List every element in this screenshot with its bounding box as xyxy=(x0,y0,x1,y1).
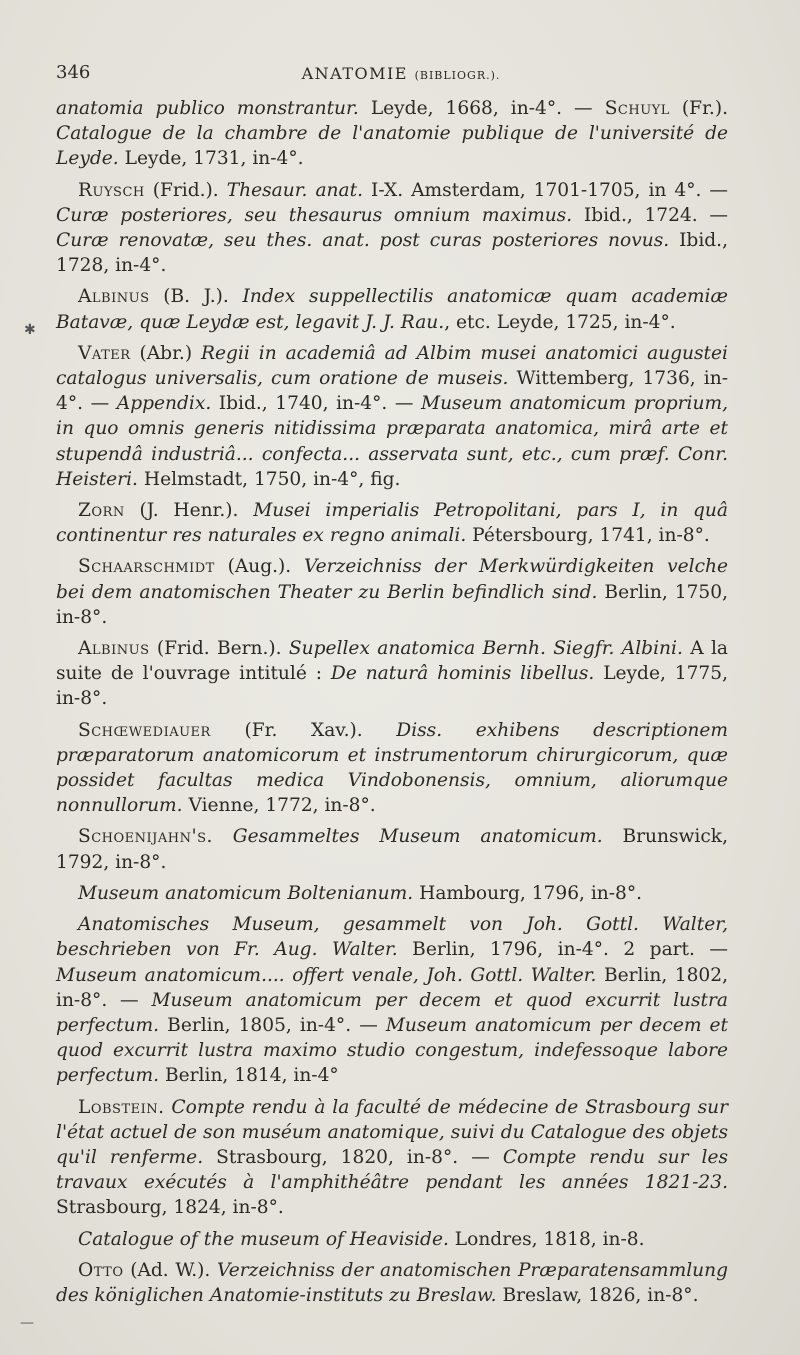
work-title: Catalogue de la chambre de l'anatomie publique de l'université de Leyde. xyxy=(56,123,728,170)
work-title: Compte rendu à la faculté de médecine de Strasbourg sur l'état actuel de son muséum anatomique, suivi du Catalogue des objets qu'il renferme. xyxy=(56,1096,728,1168)
publication-info: (Aug.). xyxy=(214,556,304,578)
publication-info: (B. J.). xyxy=(149,286,243,308)
page-number: 346 xyxy=(56,62,91,83)
publication-info: (Fr.). xyxy=(669,98,728,119)
publication-info: Ibid., 1740, in-4°. — xyxy=(211,393,422,415)
bibliography-entry xyxy=(56,178,728,279)
publication-info: (Frid. Bern.). xyxy=(149,638,289,660)
work-title: anatomia publico monstrantur. xyxy=(56,98,359,119)
work-title: Verzeichniss der anatomischen Præparatensammlung des königlichen Anatomie-instituts zu Breslaw. xyxy=(56,1259,728,1306)
running-title xyxy=(56,64,746,83)
bibliography-entry xyxy=(56,554,728,630)
publication-info: Berlin, 1802, in-8°. — xyxy=(56,964,728,1011)
author-name: Otto xyxy=(78,1259,124,1281)
work-title: Catalogue of the museum of Heaviside. xyxy=(78,1228,449,1250)
work-title: Gesammeltes Museum anatomicum. xyxy=(232,826,603,848)
publication-info: (Frid.). xyxy=(144,179,227,201)
running-title-main: ANATOMIE xyxy=(301,64,408,83)
author-name: Ruysch xyxy=(78,179,145,201)
publication-info: (Abr.) xyxy=(130,342,202,364)
bibliography-entry xyxy=(56,636,728,712)
margin-mark-icon: ✱ xyxy=(24,322,36,338)
work-title: Thesaur. anat. xyxy=(226,179,363,201)
work-title: Compte rendu sur les travaux exécutés à l'amphithéâtre pendant les années 1821-23. xyxy=(56,1146,728,1194)
author-name: Schaarschmidt xyxy=(78,556,215,578)
bibliography-entry xyxy=(56,1227,728,1252)
publication-info: (Fr. Xav.). xyxy=(210,719,397,741)
publication-info: I-X. Amsterdam, 1701-1705, in 4°. — xyxy=(363,179,728,201)
publication-info: Ibid., 1724. — xyxy=(572,204,728,226)
author-name: Schuyl xyxy=(604,98,670,119)
publication-info: Wittemberg, 1736, in-4°. — xyxy=(56,368,728,415)
bibliography-list xyxy=(56,96,728,1314)
work-title: Museum anatomicum per decem et quod excurrit lustra perfectum. xyxy=(56,989,728,1036)
publication-info: Berlin, 1796, in-4°. 2 part. — xyxy=(397,939,728,961)
work-title: Museum anatomicum per decem et quod excurrit lustra maximo studio congestum, indefessoque labore perfectum. xyxy=(56,1014,729,1087)
work-title: Appendix. xyxy=(116,393,212,415)
author-name: Schœwediauer xyxy=(78,719,211,741)
publication-info: Brunswick, 1792, in-8°. xyxy=(56,826,728,873)
bibliography-entry xyxy=(56,718,728,819)
publication-info: (Ad. W.). xyxy=(123,1259,218,1281)
work-title: Musei imperialis Petropolitani, pars I, in quâ continentur res naturales ex regno animali. xyxy=(56,500,728,547)
work-title: Supellex anatomica Bernh. Siegfr. Albini. xyxy=(288,638,683,660)
publication-info: Leyde, 1775, in-8°. xyxy=(56,663,728,710)
bibliography-entry xyxy=(56,1095,728,1221)
publication-info: Hambourg, 1796, in-8°. xyxy=(413,882,643,904)
publication-info: Vienne, 1772, in-8°. xyxy=(182,795,376,817)
work-title: Museum anatomicum.... offert venale, Joh. Gottl. Walter. xyxy=(56,964,597,986)
author-name: Vater xyxy=(78,342,131,364)
work-title: Diss. exhibens descriptionem præparatorum anatomicorum et instrumentorum chirurgicorum, quæ possidet facultas medica Vindobonensis, omnium, aliorumque nonnullorum. xyxy=(56,719,729,817)
work-title: Curæ renovatæ, seu thes. anat. post curas posteriores novus. xyxy=(56,230,670,252)
publication-info: Strasbourg, 1824, in-8°. xyxy=(56,1197,284,1219)
bibliography-entry xyxy=(56,824,728,874)
margin-mark-icon: — xyxy=(20,1315,34,1331)
work-title: Regii in academiâ ad Albim musei anatomici augustei catalogus universalis, cum oratione de museis. xyxy=(56,342,728,390)
publication-info: Leyde, 1731, in-4°. xyxy=(118,148,304,170)
bibliography-entry xyxy=(56,341,728,492)
author-name: Albinus xyxy=(78,286,150,308)
running-title-sub: (BIBLIOGR.). xyxy=(414,69,501,82)
publication-info: Breslaw, 1826, in-8°. xyxy=(496,1284,699,1306)
publication-info: (J. Henr.). xyxy=(124,500,254,522)
author-name: Lobstein. xyxy=(78,1096,165,1118)
author-name: Zorn xyxy=(78,500,125,522)
page-header xyxy=(56,62,746,92)
publication-info: Berlin, 1814, in-4° xyxy=(159,1065,339,1087)
work-title: Museum anatomicum Boltenianum. xyxy=(78,882,414,904)
bibliography-entry xyxy=(56,284,728,334)
publication-info: Berlin, 1805, in-4°. — xyxy=(159,1014,386,1036)
bibliography-entry xyxy=(56,912,728,1088)
author-name: Schoenijahn's. xyxy=(78,826,213,848)
work-title: Anatomisches Museum, gesammelt von Joh. Gottl. Walter, beschrieben von Fr. Aug. Walter. xyxy=(56,914,728,961)
publication-info: , etc. Leyde, 1725, in-4°. xyxy=(444,311,676,333)
publication-info: A la suite de l'ouvrage intitulé : xyxy=(56,638,728,685)
publication-info: Leyde, 1668, in-4°. — xyxy=(358,98,605,119)
bibliography-entry xyxy=(56,1258,728,1308)
bibliography-entry xyxy=(56,96,728,172)
publication-info: Helmstadt, 1750, in-4°, fig. xyxy=(137,468,401,490)
publication-info: Ibid., 1728, in-4°. xyxy=(56,230,729,277)
publication-info: Pétersbourg, 1741, in-8°. xyxy=(466,525,710,547)
bibliography-entry xyxy=(56,881,728,906)
bibliography-entry xyxy=(56,498,728,548)
author-name: Albinus xyxy=(78,638,150,660)
publication-info: Londres, 1818, in-8. xyxy=(448,1228,645,1250)
work-title: Museum anatomicum proprium, in quo omnis generis nitidissima præparata anatomica, mirâ arte et stupendâ industriâ... confecta... asservata sunt, etc., cum præf. Conr. Heisteri. xyxy=(56,393,728,490)
publication-info xyxy=(213,826,233,847)
work-title: Verzeichniss der Merkwürdigkeiten velche bei dem anatomischen Theater zu Berlin befindlich sind. xyxy=(56,556,728,603)
work-title: Curæ posteriores, seu thesaurus omnium maximus. xyxy=(56,204,573,226)
work-title: Index suppellectilis anatomicæ quam academiæ Batavæ, quæ Leydæ est, legavit J. J. Rau. xyxy=(56,286,728,333)
publication-info: Berlin, 1750, in-8°. xyxy=(56,581,728,628)
publication-info: Strasbourg, 1820, in-8°. — xyxy=(203,1146,503,1168)
work-title: De naturâ hominis libellus. xyxy=(330,663,595,685)
